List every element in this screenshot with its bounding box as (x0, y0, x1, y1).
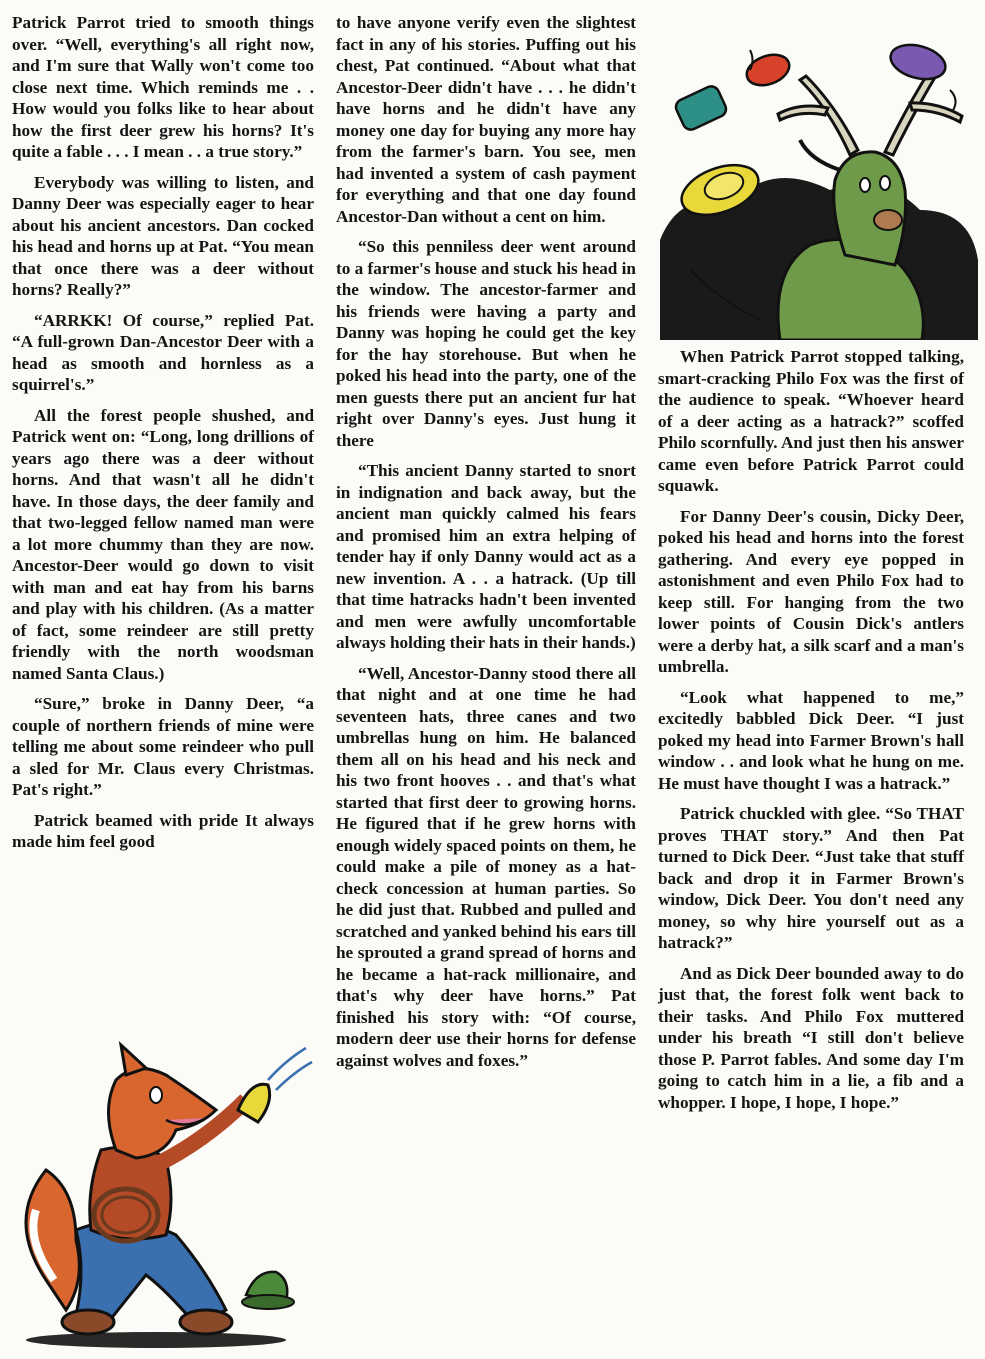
text-column-3 (658, 346, 964, 1122)
fox-eye (150, 1087, 162, 1103)
paragraph: All the forest people shushed, and Patrick went on: “Long, long drillions of years ago there was a deer without horns. And that wasn't all he didn't have. In those days, the deer family and that two-legged fellow named man were a lot more chummy than they are now. Ancestor-Deer would go down to visit with man and eat hay from his barns and play with his children. (As a matter of fact, some reindeer are still pretty friendly with the north woodsman named Santa Claus.) (12, 405, 314, 683)
yellow-glove (238, 1084, 270, 1122)
text-column-2 (336, 12, 636, 1080)
paragraph: When Patrick Parrot stopped talking, smart-cracking Philo Fox was the first of the audience to speak. “Whoever heard of a deer acting as a hatrack?” scoffed Philo scornfully. And just then his answer came even before Patrick Parrot could squawk. (658, 347, 964, 495)
paragraph: Patrick beamed with pride It always made him feel good (12, 810, 314, 851)
hat-brim (242, 1295, 294, 1309)
paragraph: “So this penniless deer went around to a farmer's house and stuck his head in the window. The ancestor-farmer and his friends were having a party and Danny was hoping he could get the key for the hay storehouse. But when he poked his head into the party, one of the men guests there put an ancient fur hat right over Danny's eyes. Just hung it there (336, 237, 636, 450)
paragraph: “This ancient Danny started to snort in indignation and back away, but the ancient man quickly calmed his fears and promised him an extra helping of tender hay if only Danny would act as a new invention. A . . a hatrack. (Up till that time hatracks hadn't been invented and men were awfully uncomfortable always holding their hats in their hands.) (336, 461, 636, 652)
deer-snout (874, 210, 902, 230)
paragraph: “Sure,” broke in Danny Deer, “a couple of northern friends of mine were telling me about some reindeer who pull a sled for Mr. Claus every Christmas. Pat's right.” (12, 694, 314, 799)
deer-head (834, 152, 906, 265)
fox-ear (121, 1045, 146, 1075)
paragraph: Everybody was willing to listen, and Danny Deer was especially eager to hear about his ancient ancestors. Dan cocked his head and horns up at Pat. “You mean that once there was a deer without horns? Really?” (12, 172, 314, 299)
deer-eye (880, 176, 890, 190)
paragraph: “Look what happened to me,” excitedly babbled Dick Deer. “I just poked my head into Farmer Brown's hall window . . and look what he hung on me. He must have thought I was a hatrack.” (658, 687, 964, 793)
paragraph: “ARRKK! Of course,” replied Pat. “A full-grown Dan-Ancestor Deer with a head as smooth and hornless as a squirrel's.” (12, 310, 314, 394)
deer-antlers (778, 70, 962, 155)
deer-with-hats-illustration (660, 40, 978, 340)
paragraph: “Well, Ancestor-Danny stood there all that night and at one time he had seventeen hats, three canes and two umbrellas hung on him. He balanced them all on his head and his neck and his two front hooves . . and that's what started that first deer to growing horns. He figured that if he grew horns with enough widely spaced points on them, he could make a pile of money as a hat-check concession at human parties. So he did just that. Rubbed and pulled and scratched and yanked behind his ears till he sprouted a grand spread of horns and he became a hat-rack millionaire, and that's why deer have horns.” Pat finished his story with: “Of course, modern deer use their horns for defense against wolves and foxes.” (336, 663, 636, 1070)
text-column-1 (12, 12, 314, 862)
purple-hat (887, 40, 949, 85)
paragraph: Patrick Parrot tried to smooth things over. “Well, everything's all right now, and I'm sure that Wally won't come too close next time. Which reminds me . . How would you folks like to hear about how the first deer grew his horns? It's quite a fable . . . I mean . . a true story.” (12, 13, 314, 161)
teal-cap (673, 84, 728, 132)
deer-eye (860, 178, 870, 192)
paragraph: And as Dick Deer bounded away to do just that, the forest folk went back to their tasks. And Philo Fox muttered under his breath “I still don't believe those P. Parrot fables. And some day I'm going to catch him in a lie, a fib and a whopper. I hope, I hope, I hope.” (658, 963, 964, 1112)
fox-shoe (180, 1310, 232, 1334)
paragraph: For Danny Deer's cousin, Dicky Deer, poked his head and horns into the forest gathering. And every eye popped in astonishment and even Philo Fox had to keep still. For hanging from the two lower points of Cousin Dick's antlers were a derby hat, a silk scarf and a man's umbrella. (658, 506, 964, 676)
motion-lines (268, 1048, 312, 1090)
philo-fox-illustration (6, 1040, 318, 1350)
paragraph: to have anyone verify even the slightest fact in any of his stories. Puffing out his chest, Pat continued. “About what that Ancestor-Deer didn't have . . . he didn't have horns and he didn't have any money one day for buying any more hay from the farmer's barn. You see, men had invented a system of cash payment for everything and that one day found Ancestor-Dan without a cent on him. (336, 13, 636, 226)
fox-shoe (62, 1310, 114, 1334)
ground-shadow (26, 1332, 286, 1348)
paragraph: Patrick chuckled with glee. “So THAT proves THAT story.” And then Pat turned to Dick Deer. “Just take that stuff back and drop it in Farmer Brown's window, Dick Deer. You don't need any money, so why hire yourself out as a hatrack?” (658, 804, 964, 952)
deer-ear (800, 140, 840, 170)
